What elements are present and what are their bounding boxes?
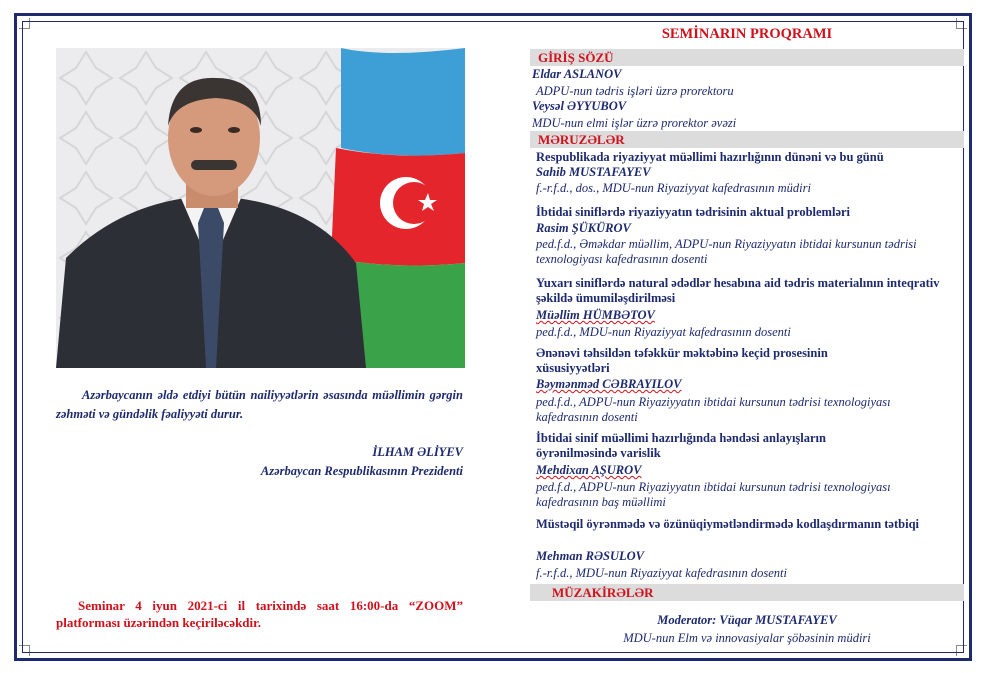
speaker-position: ADPU-nun tədris işləri üzrə prorektoru: [536, 84, 734, 98]
opening-heading: GİRİŞ SÖZÜ: [530, 49, 964, 66]
report-speaker: [536, 463, 964, 478]
report-position: ped.f.d., ADPU-nun Riyaziyyatın ibtidai kursunun tədrisi texnologiyası kafedrasının dosenti: [536, 395, 891, 424]
speaker-name: Bəymənməd CƏBRAYILOV: [536, 377, 682, 391]
speaker-name: Müəllim HÜMBƏTOV: [536, 308, 655, 322]
speaker-name: Mehdixan AŞUROV: [536, 463, 642, 477]
president-photo: [56, 48, 465, 368]
program-title: SEMİNARIN PROQRAMI: [661, 26, 833, 42]
report-topic: Respublikada riyaziyyat müəllimi hazırlığının dünəni və bu günü: [536, 150, 884, 164]
reports-heading: MƏRUZƏLƏR: [530, 131, 964, 148]
report-position: ped.f.d., Əməkdar müəllim, ADPU-nun Riyaziyyatın ibtidai kursunun tədrisi texnologiyası kafedrasının dosenti: [536, 237, 917, 266]
president-quote: Azərbaycanın əldə etdiyi bütün nailiyyətlərin əsasında müəllimin gərgin zəhməti və gündəlik fəaliyyəti durur.: [56, 388, 463, 421]
report-speaker: Rasim ŞÜKÜROV: [536, 221, 631, 235]
report-speaker: Sahib MUSTAFAYEV: [536, 165, 651, 179]
report-position: ped.f.d., ADPU-nun Riyaziyyatın ibtidai kursunun tədrisi texnologiyası kafedrasının baş müəllimi: [536, 480, 891, 509]
quote-author: İLHAM ƏLİYEV: [372, 445, 463, 459]
speaker-name: Veysəl ƏYYUBOV: [532, 99, 627, 113]
report-topic: Ənənəvi təhsildən təfəkkür məktəbinə keçid prosesinin xüsusiyyətləri: [536, 346, 828, 375]
report-speaker: [536, 377, 964, 392]
portrait-illustration: [56, 48, 465, 368]
speaker-name: Eldar ASLANOV: [532, 67, 622, 81]
report-speaker: [536, 308, 964, 323]
moderator: Moderator: Vüqar MUSTAFAYEV: [657, 613, 837, 627]
report-position: ped.f.d., MDU-nun Riyaziyyat kafedrasının dosenti: [536, 325, 791, 339]
discussion-heading: MÜZAKİRƏLƏR: [530, 584, 964, 601]
report-topic: İbtidai siniflərdə riyaziyyatın tədrisinin aktual problemləri: [536, 205, 851, 219]
report-topic: İbtidai sinif müəllimi hazırlığında həndəsi anlayışların öyrənilməsində varislik: [536, 431, 826, 460]
moderator-position: MDU-nun Elm və innovasiyalar şöbəsinin müdiri: [623, 631, 871, 645]
report-position: f.-r.f.d., MDU-nun Riyaziyyat kafedrasının dosenti: [536, 566, 788, 580]
report-topic: Yuxarı siniflərdə natural ədədlər hesabına aid tədris materialının inteqrativ şəkildə ümumiləşdirilməsi: [536, 276, 940, 305]
quote-author-title: Azərbaycan Respublikasının Prezidenti: [260, 464, 463, 478]
speaker-position: MDU-nun elmi işlər üzrə prorektor əvəzi: [532, 116, 737, 130]
seminar-notice: Seminar 4 iyun 2021-ci il tarixində saat 16:00-da “ZOOM” platforması üzərindən keçiriləcəkdir.: [56, 598, 463, 630]
report-position: f.-r.f.d., dos., MDU-nun Riyaziyyat kafedrasının müdiri: [536, 181, 811, 195]
report-topic: Müstəqil öyrənmədə və özünüqiymətləndirmədə kodlaşdırmanın tətbiqi: [536, 517, 919, 531]
report-speaker: Mehman RƏSULOV: [536, 549, 645, 563]
